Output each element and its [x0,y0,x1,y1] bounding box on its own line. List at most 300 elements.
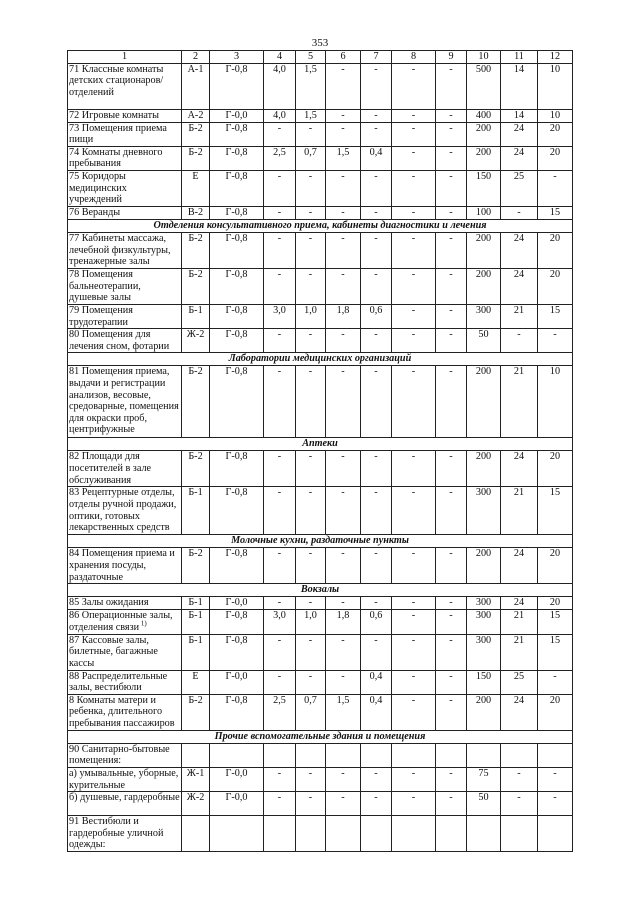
value-cell: - [392,146,436,170]
value-cell: Ж-2 [182,329,210,353]
table-row [68,548,573,584]
value-cell: - [296,232,326,268]
footnote-mark: 1) [139,619,147,628]
value-cell: Б-1 [182,487,210,535]
column-number-cell: 2 [182,51,210,64]
value-cell: 24 [501,451,538,487]
value-cell: - [296,792,326,816]
value-cell: Б-2 [182,451,210,487]
value-cell: 14 [501,109,538,122]
value-cell [296,743,326,767]
value-cell: Г-0,8 [210,634,264,670]
value-cell: - [392,63,436,109]
value-cell: 20 [538,451,573,487]
value-cell: - [264,597,296,610]
value-cell: Г-0,8 [210,451,264,487]
value-cell: - [326,109,361,122]
room-name-cell: 8 Комнаты матери и ребенка, длительного пребывания пассажиров [68,694,182,730]
value-cell: Б-2 [182,694,210,730]
value-cell: 200 [467,268,501,304]
value-cell [467,743,501,767]
section-heading-row [68,584,573,597]
value-cell: - [392,694,436,730]
value-cell: - [361,170,392,206]
room-name-cell: 81 Помещения приема, выдачи и регистрации анализов, весовые, средоварные, помещения для окраски проб, центрифужные [68,366,182,438]
value-cell: 4,0 [264,109,296,122]
value-cell: - [361,487,392,535]
value-cell: - [361,63,392,109]
value-cell: 50 [467,792,501,816]
value-cell: А-2 [182,109,210,122]
value-cell: 10 [538,366,573,438]
table-row [68,816,573,852]
room-name-cell: 91 Вестибюли и гардеробные уличной одежды: [68,816,182,852]
value-cell: - [436,206,467,219]
value-cell: Б-2 [182,232,210,268]
value-cell: - [392,170,436,206]
value-cell: Б-2 [182,366,210,438]
room-name-cell: 73 Помещения приема пищи [68,122,182,146]
value-cell: - [392,451,436,487]
value-cell: 1,8 [326,304,361,328]
value-cell [361,743,392,767]
room-name-cell: 84 Помещения приема и хранения посуды, раздаточные [68,548,182,584]
value-cell: 150 [467,170,501,206]
value-cell [182,816,210,852]
table-row [68,122,573,146]
value-cell: Г-0,8 [210,63,264,109]
value-cell: - [296,634,326,670]
table-row [68,597,573,610]
value-cell: 21 [501,610,538,634]
section-heading-row [68,438,573,451]
table-row [68,694,573,730]
value-cell: Г-0,0 [210,670,264,694]
value-cell: 0,7 [296,146,326,170]
value-cell [392,743,436,767]
section-heading: Молочные кухни, раздаточные пункты [68,535,573,548]
value-cell: - [501,329,538,353]
value-cell: 400 [467,109,501,122]
value-cell: Ж-1 [182,767,210,791]
value-cell: - [436,597,467,610]
value-cell: - [264,232,296,268]
column-number-cell: 10 [467,51,501,64]
value-cell: - [501,792,538,816]
value-cell: 20 [538,694,573,730]
value-cell: - [296,767,326,791]
value-cell: - [436,610,467,634]
value-cell: 24 [501,122,538,146]
lighting-norms-table [67,50,573,852]
header-row [68,51,573,64]
value-cell: 15 [538,610,573,634]
value-cell: Г-0,8 [210,548,264,584]
value-cell: 0,4 [361,670,392,694]
value-cell: - [296,366,326,438]
value-cell: - [436,767,467,791]
value-cell: - [392,597,436,610]
table-row [68,268,573,304]
value-cell: - [538,170,573,206]
value-cell: - [264,170,296,206]
value-cell: - [436,792,467,816]
room-name-cell: 72 Игровые комнаты [68,109,182,122]
value-cell: 1,5 [296,109,326,122]
value-cell: 4,0 [264,63,296,109]
value-cell: 0,6 [361,304,392,328]
value-cell: 20 [538,548,573,584]
value-cell: - [326,63,361,109]
value-cell: - [326,268,361,304]
value-cell: 10 [538,63,573,109]
value-cell: - [501,767,538,791]
value-cell: 0,6 [361,610,392,634]
value-cell: 200 [467,232,501,268]
room-name-cell: 78 Помещения бальнеотерапии, душевые залы [68,268,182,304]
section-heading: Аптеки [68,438,573,451]
value-cell: 200 [467,548,501,584]
value-cell: - [392,548,436,584]
column-number-cell: 5 [296,51,326,64]
value-cell: Г-0,8 [210,206,264,219]
value-cell: - [392,206,436,219]
room-name-cell: 76 Веранды [68,206,182,219]
value-cell: Б-1 [182,597,210,610]
column-number-cell: 4 [264,51,296,64]
value-cell: - [264,268,296,304]
room-name-cell: 75 Коридоры медицинских учреждений [68,170,182,206]
value-cell: - [361,329,392,353]
value-cell: 24 [501,232,538,268]
value-cell: - [392,329,436,353]
column-number-cell: 12 [538,51,573,64]
value-cell: - [361,268,392,304]
column-number-cell: 11 [501,51,538,64]
value-cell: - [361,767,392,791]
value-cell: - [392,767,436,791]
value-cell: 1,5 [296,63,326,109]
value-cell: Г-0,8 [210,232,264,268]
value-cell: - [436,329,467,353]
value-cell: Г-0,8 [210,694,264,730]
value-cell: 2,5 [264,694,296,730]
value-cell: - [264,329,296,353]
value-cell: - [264,548,296,584]
table-row [68,670,573,694]
value-cell [501,743,538,767]
value-cell: - [264,634,296,670]
value-cell [436,743,467,767]
value-cell: - [392,268,436,304]
value-cell: - [436,268,467,304]
value-cell: - [296,487,326,535]
section-heading-row [68,535,573,548]
value-cell [538,816,573,852]
section-heading-row [68,353,573,366]
table-row [68,451,573,487]
value-cell: - [436,146,467,170]
value-cell: 200 [467,122,501,146]
value-cell: - [392,122,436,146]
value-cell [501,816,538,852]
value-cell: Г-0,8 [210,170,264,206]
value-cell: Г-0,8 [210,122,264,146]
section-heading-row [68,219,573,232]
value-cell: - [361,366,392,438]
value-cell: - [361,792,392,816]
value-cell: 200 [467,146,501,170]
value-cell: - [264,767,296,791]
value-cell: 21 [501,487,538,535]
section-heading-row [68,730,573,743]
value-cell: - [264,122,296,146]
value-cell: - [436,122,467,146]
value-cell [326,816,361,852]
value-cell: 1,5 [326,694,361,730]
value-cell: - [361,232,392,268]
value-cell: - [326,451,361,487]
table-row [68,792,573,816]
table-row [68,63,573,109]
table-row [68,170,573,206]
value-cell: 300 [467,634,501,670]
value-cell: - [392,109,436,122]
value-cell: 15 [538,304,573,328]
table-row [68,366,573,438]
table-row [68,304,573,328]
value-cell: 0,4 [361,694,392,730]
value-cell: 200 [467,451,501,487]
section-heading: Прочие вспомогательные здания и помещения [68,730,573,743]
value-cell: - [264,366,296,438]
value-cell: - [436,670,467,694]
table-row [68,146,573,170]
value-cell: - [436,548,467,584]
value-cell: 15 [538,634,573,670]
value-cell: - [296,206,326,219]
table-row [68,487,573,535]
value-cell: 24 [501,694,538,730]
value-cell: 24 [501,146,538,170]
value-cell: 50 [467,329,501,353]
value-cell: Б-1 [182,610,210,634]
value-cell: Г-0,0 [210,792,264,816]
value-cell: - [436,487,467,535]
value-cell: 1,5 [326,146,361,170]
value-cell: - [326,548,361,584]
value-cell: - [326,232,361,268]
value-cell: 24 [501,597,538,610]
value-cell: 21 [501,304,538,328]
room-name-cell: 74 Комнаты дневного пребывания [68,146,182,170]
value-cell [326,743,361,767]
room-name-cell: 87 Кассовые залы, билетные, багажные кассы [68,634,182,670]
value-cell: - [326,122,361,146]
table-row [68,767,573,791]
value-cell: 150 [467,670,501,694]
value-cell [210,816,264,852]
table-row [68,329,573,353]
section-heading: Вокзалы [68,584,573,597]
value-cell: - [264,670,296,694]
value-cell: Г-0,0 [210,109,264,122]
value-cell: 300 [467,610,501,634]
value-cell: 24 [501,268,538,304]
value-cell: - [326,767,361,791]
table-row [68,634,573,670]
value-cell: 1,0 [296,610,326,634]
value-cell: - [538,329,573,353]
value-cell: - [326,487,361,535]
value-cell: Г-0,8 [210,304,264,328]
value-cell: Г-0,0 [210,767,264,791]
value-cell: - [436,232,467,268]
value-cell: - [538,670,573,694]
value-cell: - [436,451,467,487]
value-cell: 20 [538,122,573,146]
value-cell: - [392,232,436,268]
value-cell [392,816,436,852]
value-cell: - [392,487,436,535]
value-cell: - [296,122,326,146]
value-cell: - [361,206,392,219]
value-cell: - [326,792,361,816]
value-cell: Г-0,8 [210,329,264,353]
value-cell: Г-0,8 [210,610,264,634]
value-cell: - [436,304,467,328]
value-cell: - [326,597,361,610]
value-cell: - [326,366,361,438]
table-row [68,109,573,122]
table-row [68,743,573,767]
value-cell: - [296,268,326,304]
value-cell: Б-2 [182,146,210,170]
value-cell [264,743,296,767]
value-cell [182,743,210,767]
value-cell [264,816,296,852]
value-cell: - [436,109,467,122]
value-cell: 200 [467,366,501,438]
room-name-cell: 82 Площади для посетителей в зале обслуживания [68,451,182,487]
value-cell: 15 [538,487,573,535]
value-cell: 21 [501,366,538,438]
value-cell: - [264,487,296,535]
value-cell: Е [182,170,210,206]
room-name-cell: 85 Залы ожидания [68,597,182,610]
value-cell: 200 [467,694,501,730]
value-cell: 20 [538,232,573,268]
room-name-cell: 88 Распределительные залы, вестибюли [68,670,182,694]
value-cell [436,816,467,852]
room-name-cell: 77 Кабинеты массажа, лечебной физкультуры, тренажерные залы [68,232,182,268]
table-row [68,232,573,268]
value-cell: 2,5 [264,146,296,170]
room-name-cell: 83 Рецептурные отделы, отделы ручной продажи, оптики, готовых лекарственных средств [68,487,182,535]
value-cell: - [538,767,573,791]
room-name-cell: 86 Операционные залы, отделения связи $^{1)}$ [68,610,182,634]
value-cell: - [326,670,361,694]
value-cell: - [296,597,326,610]
table-row [68,206,573,219]
value-cell: Г-0,8 [210,366,264,438]
value-cell: Г-0,8 [210,268,264,304]
value-cell: - [392,304,436,328]
value-cell: 300 [467,487,501,535]
value-cell: 25 [501,670,538,694]
value-cell: 14 [501,63,538,109]
value-cell: Г-0,8 [210,146,264,170]
value-cell: - [296,329,326,353]
column-number-cell: 1 [68,51,182,64]
value-cell: 20 [538,146,573,170]
value-cell: 24 [501,548,538,584]
value-cell: - [501,206,538,219]
value-cell: 1,8 [326,610,361,634]
value-cell: Б-2 [182,122,210,146]
room-name-cell: а) умывальные, уборные, курительные [68,767,182,791]
value-cell: - [436,634,467,670]
value-cell: Б-1 [182,634,210,670]
value-cell: 3,0 [264,304,296,328]
room-name-cell: 80 Помещения для лечения сном, фотарии [68,329,182,353]
value-cell [467,816,501,852]
value-cell: - [392,670,436,694]
value-cell: Б-2 [182,548,210,584]
value-cell: - [436,63,467,109]
section-heading: Отделения консультативного приема, кабинеты диагностики и лечения [68,219,573,232]
column-number-cell: 6 [326,51,361,64]
value-cell: 25 [501,170,538,206]
value-cell: 1,0 [296,304,326,328]
value-cell: 300 [467,304,501,328]
value-cell: - [361,634,392,670]
section-heading: Лаборатории медицинских организаций [68,353,573,366]
value-cell: Г-0,0 [210,597,264,610]
value-cell: - [361,548,392,584]
value-cell: - [392,634,436,670]
value-cell: - [361,597,392,610]
room-name-cell: 90 Санитарно-бытовые помещения: [68,743,182,767]
value-cell: 0,4 [361,146,392,170]
value-cell: 0,7 [296,694,326,730]
column-number-cell: 8 [392,51,436,64]
value-cell [210,743,264,767]
value-cell: - [264,451,296,487]
room-name-cell: б) душевые, гардеробные [68,792,182,816]
value-cell: - [361,109,392,122]
value-cell: - [264,792,296,816]
value-cell: - [392,792,436,816]
value-cell [361,816,392,852]
value-cell: - [296,170,326,206]
value-cell: Е [182,670,210,694]
value-cell: 20 [538,597,573,610]
value-cell: - [436,366,467,438]
value-cell: - [392,610,436,634]
value-cell: - [326,634,361,670]
value-cell: 75 [467,767,501,791]
value-cell: - [538,792,573,816]
value-cell: 300 [467,597,501,610]
value-cell: - [436,694,467,730]
value-cell: А-1 [182,63,210,109]
value-cell: Г-0,8 [210,487,264,535]
value-cell [296,816,326,852]
value-cell: Б-1 [182,304,210,328]
value-cell: В-2 [182,206,210,219]
value-cell: - [296,670,326,694]
